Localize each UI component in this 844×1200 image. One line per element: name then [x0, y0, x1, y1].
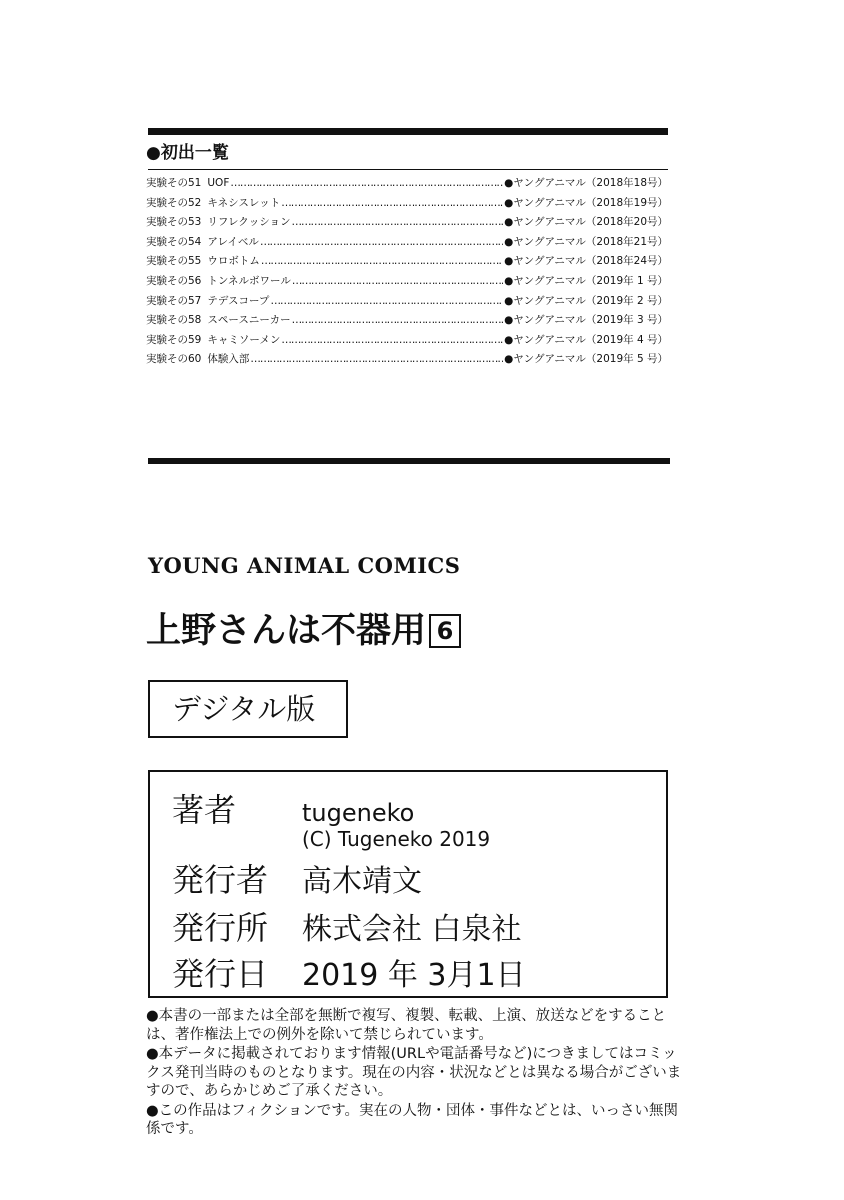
episode-title: スペースニーカー	[207, 314, 291, 327]
episode-number: 実験その59	[146, 333, 202, 346]
list-item	[146, 331, 668, 351]
publisher-person-label: 発行者	[172, 861, 269, 899]
note-item: ●この作品はフィクションです。実在の人物・団体・事件などとは、いっさい無関係です。	[146, 1102, 679, 1137]
episode-title: キネシスレット	[207, 196, 281, 209]
magazine-issue: ●ヤングアニマル（2019年 2 号）	[504, 294, 668, 307]
heading-underline	[148, 169, 668, 170]
list-item	[146, 350, 668, 370]
publisher-person-name: 高木靖文	[302, 864, 422, 899]
magazine-issue: ●ヤングアニマル（2019年 5 号）	[504, 353, 668, 366]
magazine-issue: ●ヤングアニマル（2019年 1 号）	[504, 274, 668, 287]
magazine-issue: ●ヤングアニマル（2019年 4 号）	[504, 333, 668, 346]
episode-number: 実験その55	[146, 255, 202, 268]
episode-title: テデスコープ	[207, 294, 270, 307]
episode-title: アレイベル	[207, 235, 259, 248]
episode-number: 実験その51	[146, 177, 202, 189]
publisher-name: 株式会社 白泉社	[302, 912, 522, 947]
leader-dots	[261, 252, 503, 272]
note-item: ●本データに掲載されております情報(URLや電話番号など)につきましてはコミックス発刊当時のものとなります。現在の内容・状況などとは異なる場合がございますので、あらかじめご了承ください。	[146, 1046, 682, 1099]
top-divider	[148, 128, 668, 135]
date-row	[172, 954, 526, 996]
list-item	[146, 213, 668, 233]
episode-title: キャミソーメン	[207, 333, 281, 346]
episode-title: UOF	[207, 177, 230, 189]
magazine-issue: ●ヤングアニマル（2018年24号）	[504, 255, 668, 268]
leader-dots	[270, 292, 503, 312]
author-label: 著者	[172, 791, 237, 829]
magazine-issue: ●ヤングアニマル（2018年19号）	[504, 196, 668, 209]
list-item	[146, 233, 668, 253]
copyright-notice: (C) Tugeneko 2019	[302, 827, 491, 851]
list-item	[146, 252, 668, 272]
list-item	[146, 174, 668, 194]
publisher-row	[172, 908, 522, 950]
note-item: ●本書の一部または全部を無断で複写、複製、転載、上演、放送などをすることは、著作権法上での例外を除いて禁じられています。	[146, 1008, 667, 1043]
magazine-issue: ●ヤングアニマル（2018年20号）	[504, 216, 668, 229]
publish-date: 2019 年 3月1日	[302, 958, 526, 993]
series-label: YOUNG ANIMAL COMICS	[148, 553, 461, 578]
episode-title: トンネルボワール	[207, 274, 291, 287]
list-item	[146, 311, 668, 331]
book-title-text: 上野さんは不器用	[146, 611, 427, 651]
episode-title: リフレクッション	[207, 216, 291, 229]
episode-number: 実験その57	[146, 294, 202, 307]
magazine-issue: ●ヤングアニマル（2018年21号）	[504, 235, 668, 248]
legal-notes	[146, 1007, 686, 1140]
episode-number: 実験その58	[146, 314, 202, 327]
episode-number: 実験その54	[146, 235, 202, 248]
leader-dots	[292, 272, 503, 292]
episode-number: 実験その53	[146, 216, 202, 229]
first-appearance-list	[146, 174, 668, 370]
leader-dots	[292, 311, 503, 331]
episode-title: 体験入部	[207, 353, 250, 366]
volume-number: 6	[429, 614, 461, 648]
list-item	[146, 292, 668, 312]
leader-dots	[281, 194, 503, 214]
magazine-issue: ●ヤングアニマル（2018年18号）	[504, 177, 668, 189]
first-appearance-heading: ●初出一覧	[146, 143, 229, 163]
edition-label: デジタル版	[148, 680, 348, 738]
episode-number: 実験その56	[146, 274, 202, 287]
leader-dots	[281, 331, 503, 351]
publisher-person-row	[172, 860, 422, 902]
credits-box	[148, 770, 668, 998]
author-name: tugeneko	[302, 799, 415, 827]
leader-dots	[260, 233, 503, 253]
list-item	[146, 194, 668, 214]
list-item	[146, 272, 668, 292]
middle-divider	[148, 458, 670, 464]
publisher-label: 発行所	[172, 909, 269, 947]
magazine-issue: ●ヤングアニマル（2019年 3 号）	[504, 314, 668, 327]
leader-dots	[292, 213, 504, 233]
episode-number: 実験その60	[146, 353, 202, 366]
book-title	[146, 608, 461, 654]
episode-title: ウロボトム	[207, 255, 260, 268]
date-label: 発行日	[172, 955, 269, 993]
leader-dots	[250, 350, 503, 370]
leader-dots	[230, 174, 503, 194]
episode-number: 実験その52	[146, 196, 202, 209]
